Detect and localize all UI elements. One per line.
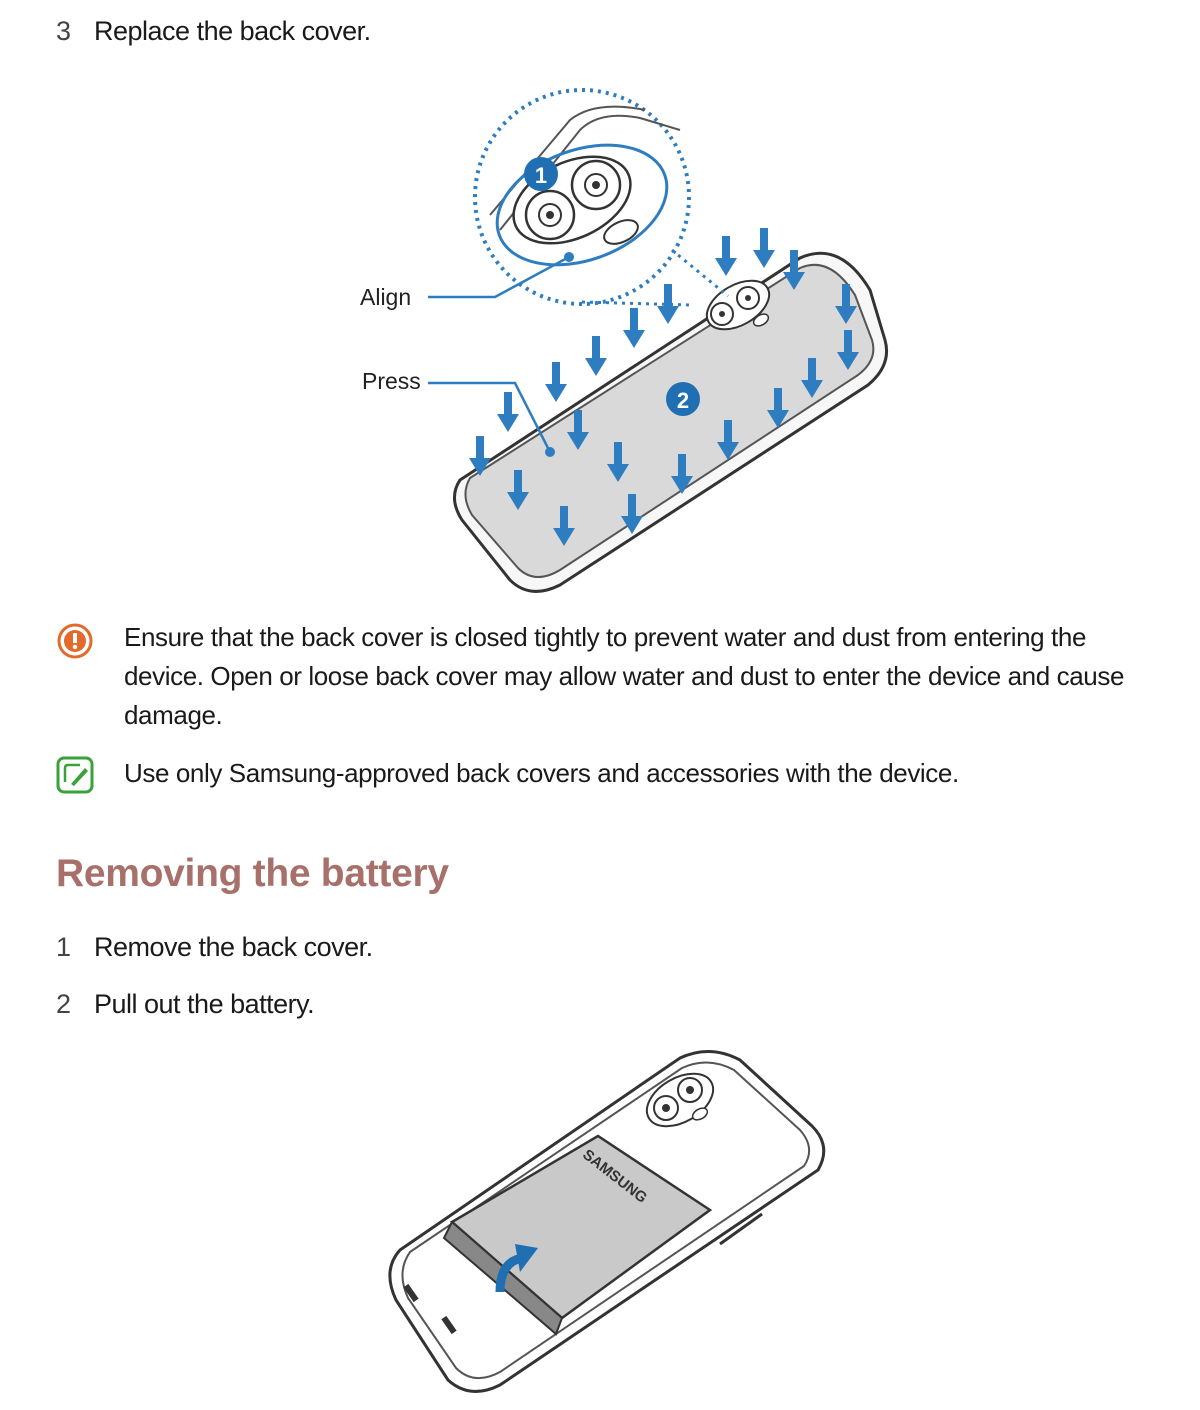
marker-1 bbox=[524, 157, 558, 191]
note-icon bbox=[56, 756, 94, 794]
caution-icon bbox=[56, 622, 94, 660]
step-2 bbox=[56, 989, 314, 1020]
svg-text:2: 2 bbox=[676, 388, 690, 413]
caution-text: Ensure that the back cover is closed tightly to prevent water and dust from entering the device. Open or loose back cover may allow water and dust to enter the device and cause damage. bbox=[124, 622, 1125, 730]
replace-cover-illustration bbox=[0, 0, 1200, 600]
press-label: Press bbox=[362, 368, 421, 394]
step-text: Pull out the battery. bbox=[94, 989, 315, 1019]
step-text: Remove the back cover. bbox=[94, 932, 373, 962]
step-text: Replace the back cover. bbox=[94, 16, 371, 46]
step-number: 3 bbox=[56, 16, 71, 46]
step-number: 2 bbox=[56, 989, 71, 1019]
step-number: 1 bbox=[56, 932, 71, 962]
zoom-detail bbox=[475, 90, 728, 305]
marker-2 bbox=[666, 382, 700, 416]
step-1 bbox=[56, 932, 373, 963]
svg-text:1: 1 bbox=[534, 163, 548, 188]
tip-note bbox=[56, 754, 1156, 793]
remove-battery-illustration bbox=[0, 1040, 1200, 1410]
caution-note bbox=[56, 618, 1156, 735]
align-label: Align bbox=[360, 284, 412, 310]
section-title: Removing the battery bbox=[56, 852, 449, 895]
note-text: Use only Samsung-approved back covers and accessories with the device. bbox=[124, 758, 959, 788]
svg-text:SAMSUNG: SAMSUNG bbox=[579, 1146, 651, 1207]
